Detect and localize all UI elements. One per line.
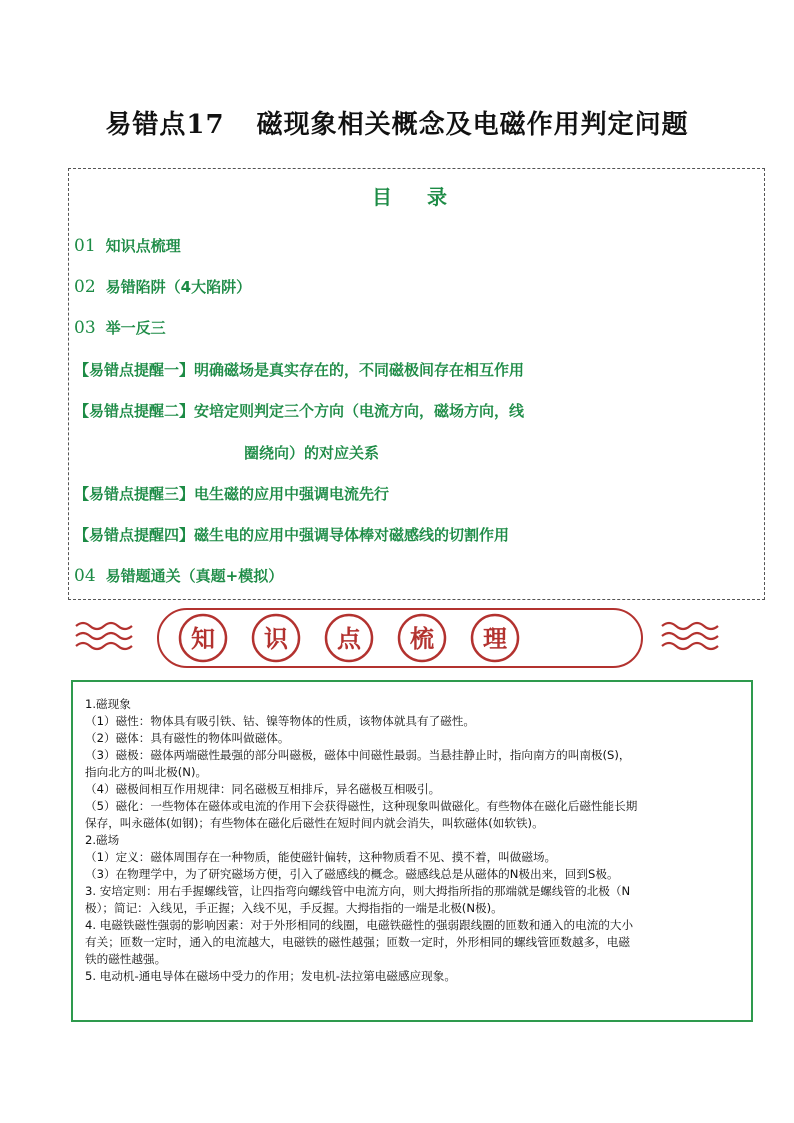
knowledge-line: 保存，叫永磁体(如钢)；有些物体在磁化后磁性在短时间内就会消失，叫软磁体(如软铁)。 (85, 816, 544, 830)
section-banner (70, 606, 730, 670)
knowledge-points-box (71, 680, 753, 1022)
toc-heading: 目 录 (372, 185, 461, 209)
toc-item[interactable] (74, 483, 389, 504)
knowledge-line: 5. 电动机-通电导体在磁场中受力的作用；发电机-法拉第电磁感应现象。 (85, 969, 456, 983)
toc-item-number: 03 (74, 318, 96, 338)
title-text: 磁现象相关概念及电磁作用判定问题 (256, 110, 689, 140)
toc-item[interactable] (74, 276, 251, 297)
knowledge-line: （4）磁极间相互作用规律：同名磁极互相排斥，异名磁极互相吸引。 (85, 782, 441, 796)
toc-item[interactable] (74, 524, 509, 545)
banner-char: 点 (337, 625, 361, 653)
knowledge-line: （3）磁极：磁体两端磁性最强的部分叫磁极，磁体中间磁性最弱。当悬挂静止时，指向南方的叫南极(S)， (85, 748, 631, 762)
toc-item-text: 举一反三 (105, 319, 166, 337)
toc-item[interactable] (74, 235, 181, 256)
toc-item-text: 【易错点提醒四】磁生电的应用中强调导体棒对磁感线的切割作用 (74, 526, 510, 544)
toc-item-text: 圈绕向）的对应关系 (244, 444, 380, 462)
toc-item-text: 易错题通关（真题+模拟） (105, 567, 284, 585)
knowledge-line: 铁的磁性越强。 (85, 952, 167, 966)
toc-item-number: 04 (74, 566, 96, 586)
toc-item-text: 知识点梳理 (105, 237, 181, 255)
knowledge-line: （5）磁化：一些物体在磁体或电流的作用下会获得磁性，这种现象叫做磁化。有些物体在磁化后磁性能长期 (85, 799, 638, 813)
toc-item-text: 【易错点提醒三】电生磁的应用中强调电流先行 (74, 485, 390, 503)
knowledge-line: 有关；匝数一定时，通入的电流越大，电磁铁的磁性越强；匝数一定时，外形相同的螺线管匝数越多，电磁 (85, 935, 630, 949)
page-title (0, 104, 794, 141)
wave-decoration-right-icon (662, 623, 718, 649)
knowledge-line: （2）磁体：具有磁性的物体叫做磁体。 (85, 731, 290, 745)
knowledge-line: 3. 安培定则：用右手握螺线管，让四指弯向螺线管中电流方向，则大拇指所指的那端就是螺线管的北极（N (85, 884, 631, 898)
toc-item-continuation[interactable] (244, 442, 379, 463)
wave-decoration-left-icon (76, 623, 132, 649)
knowledge-line: 1.磁现象 (85, 697, 131, 711)
banner-char: 梳 (410, 625, 434, 653)
knowledge-line: 4. 电磁铁磁性强弱的影响因素：对于外形相同的线圈，电磁铁磁性的强弱跟线圈的匝数和通入的电流的大小 (85, 918, 634, 932)
banner-char: 识 (264, 625, 288, 653)
toc-item-number: 02 (74, 277, 96, 297)
knowledge-line: 极）；简记：入线见，手正握；入线不见，手反握。大拇指指的一端是北极(N极)。 (85, 901, 503, 915)
banner-char: 知 (191, 625, 215, 653)
toc-item-text: 【易错点提醒一】明确磁场是真实存在的，不同磁极间存在相互作用 (74, 361, 525, 379)
toc-item[interactable] (74, 317, 166, 338)
banner-char: 理 (483, 625, 507, 653)
toc-item[interactable] (74, 359, 524, 380)
knowledge-line: （3）在物理学中，为了研究磁场方便，引入了磁感线的概念。磁感线总是从磁体的N极出来，回到S极。 (85, 867, 619, 881)
knowledge-line: 2.磁场 (85, 833, 120, 847)
knowledge-line: （1）定义：磁体周围存在一种物质，能使磁针偏转，这种物质看不见、摸不着，叫做磁场。 (85, 850, 557, 864)
toc-item[interactable] (74, 400, 524, 421)
toc-item-text: 【易错点提醒二】安培定则判定三个方向（电流方向，磁场方向，线 (74, 402, 525, 420)
toc-item[interactable] (74, 565, 283, 586)
title-number: 易错点17 (105, 110, 225, 140)
toc-item-number: 01 (74, 236, 96, 256)
knowledge-line: （1）磁性：物体具有吸引铁、钴、镍等物体的性质，该物体就具有了磁性。 (85, 714, 475, 728)
toc-item-text: 易错陷阱（4大陷阱） (105, 278, 252, 296)
knowledge-line: 指向北方的叫北极(N)。 (85, 765, 208, 779)
table-of-contents (68, 168, 765, 600)
